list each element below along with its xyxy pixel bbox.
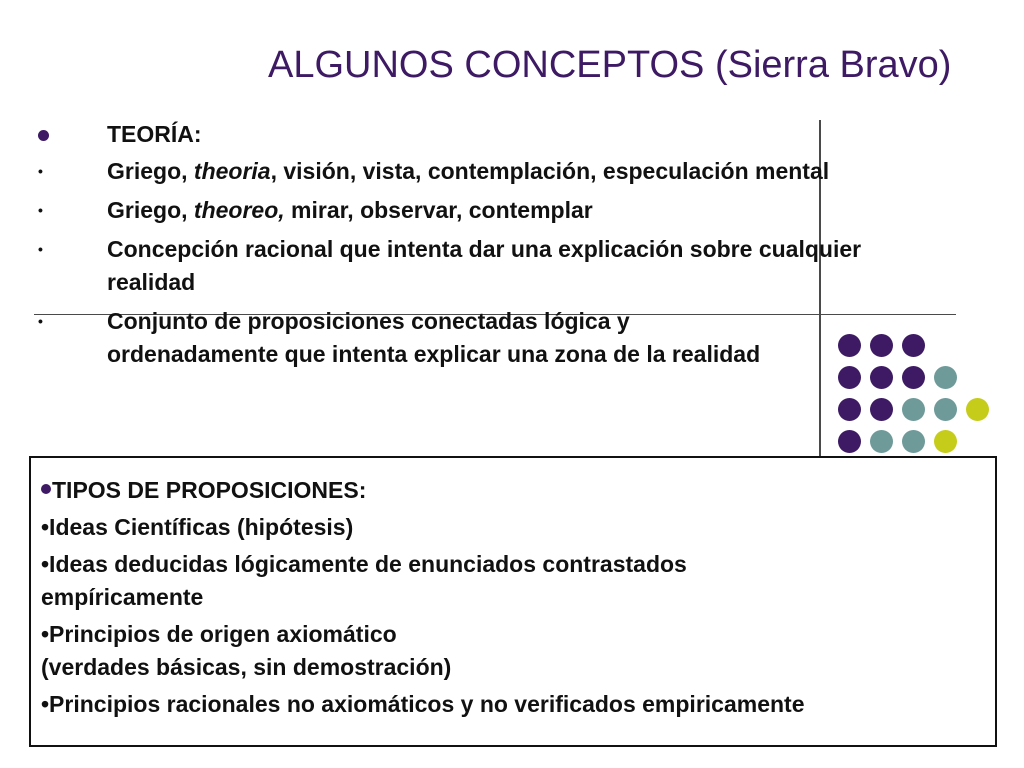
box-item: •Ideas deducidas lógicamente de enunciados contrastados empíricamente xyxy=(41,551,687,610)
bullet-list xyxy=(30,118,910,371)
bullet-text-post: , visión, vista, contemplación, especulación mental xyxy=(270,158,830,184)
bullet-item-theoria xyxy=(30,155,910,188)
decorative-dot xyxy=(966,398,989,421)
round-bullet-icon xyxy=(41,484,51,494)
bullet-item-theoreo xyxy=(30,194,910,227)
proposition-types-box xyxy=(29,456,997,747)
small-bullet-icon: • xyxy=(38,202,43,218)
slide-title: ALGUNOS CONCEPTOS (Sierra Bravo) xyxy=(268,44,952,86)
decorative-dot xyxy=(934,366,957,389)
bullet-text-pre: Griego, xyxy=(107,158,194,184)
box-item: •Principios de origen axiomático (verdades básicas, sin demostración) xyxy=(41,621,452,680)
decorative-dot xyxy=(870,398,893,421)
decorative-dot xyxy=(870,430,893,453)
box-item: •Ideas Científicas (hipótesis) xyxy=(41,514,354,540)
small-bullet-icon: • xyxy=(38,163,43,179)
bullet-text-post: mirar, observar, contemplar xyxy=(284,197,593,223)
box-heading: TIPOS DE PROPOSICIONES: xyxy=(41,474,987,507)
bullet-text-em: theoreo, xyxy=(193,197,285,223)
bullet-item-concepcion xyxy=(30,233,910,299)
bullet-item-conjunto xyxy=(30,305,910,371)
bullet-text-em: theoria xyxy=(193,158,271,184)
decorative-dot xyxy=(934,430,957,453)
decorative-dot xyxy=(838,430,861,453)
decorative-dot xyxy=(838,398,861,421)
bullet-text-pre: Griego, xyxy=(107,197,194,223)
decorative-dot xyxy=(934,398,957,421)
bullet-text: Conjunto de proposiciones conectadas lógica y ordenadamente que intenta explicar una zona de la realidad xyxy=(107,308,761,367)
bullet-text: Concepción racional que intenta dar una explicación sobre cualquier realidad xyxy=(107,236,862,295)
small-bullet-icon: • xyxy=(38,313,43,329)
small-bullet-icon: • xyxy=(38,241,43,257)
round-bullet-icon xyxy=(38,130,49,141)
decorative-dot xyxy=(902,430,925,453)
box-item: •Principios racionales no axiomáticos y no verificados empiricamente xyxy=(41,691,805,717)
decorative-dot xyxy=(902,398,925,421)
bullet-item-teoria xyxy=(30,118,910,151)
bullet-text: TEORÍA: xyxy=(107,121,202,147)
